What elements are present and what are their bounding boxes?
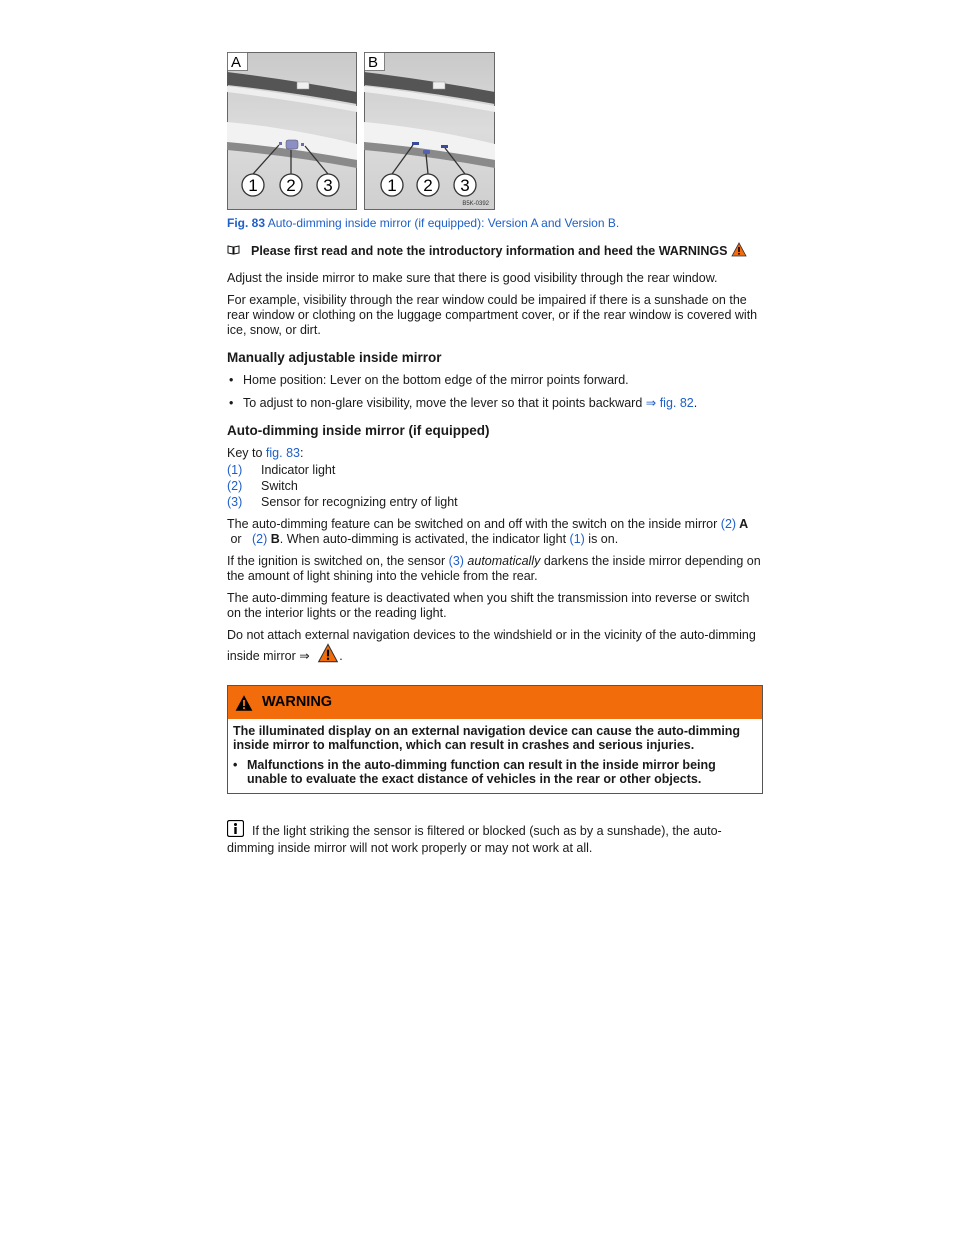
fig-82-link[interactable]: ⇒ fig. 82: [645, 396, 694, 410]
key-label: Indicator light: [261, 463, 336, 477]
warning-box: [227, 685, 763, 794]
info-icon: [227, 820, 244, 841]
version-a: A: [736, 517, 749, 531]
key-label: Switch: [261, 479, 298, 493]
note-text: If the light striking the sensor is filtered or blocked (such as by a sunshade), the auto-dimming inside mirror will not work properly or may not work at all.: [227, 824, 722, 855]
ref-1[interactable]: (1): [569, 532, 585, 546]
notice-text: Please first read and note the introductory information and heed the WARNINGS: [251, 244, 728, 258]
key-suffix: :: [299, 446, 304, 460]
warning-title: WARNING: [262, 694, 333, 710]
key-number: (1): [227, 463, 243, 477]
intro-paragraph-1: Adjust the inside mirror to make sure that there is good visibility through the rear window.: [227, 271, 718, 285]
key-row: [227, 463, 763, 478]
ref-2[interactable]: (2): [720, 517, 737, 531]
manual-page: [227, 52, 763, 863]
panel-a-label: A: [231, 54, 242, 71]
intro-paragraph-2: For example, visibility through the rear window could be impaired if there is a sunshade on the rear window or clothing on the luggage compartment cover, or if the rear window is covered with ice, snow, or dirt.: [227, 293, 758, 337]
book-icon: [227, 244, 241, 259]
warning-triangle-icon[interactable]: [317, 643, 339, 667]
key-line: [227, 446, 763, 461]
text: If the ignition is switched on, the sensor: [227, 554, 449, 568]
callout-a-1: 1: [248, 176, 258, 195]
key-row: [227, 495, 763, 510]
key-number: (2): [227, 479, 243, 493]
ref-2[interactable]: (2): [252, 532, 268, 546]
navigation-paragraph: [227, 628, 763, 667]
callout-b-3: 3: [460, 176, 470, 195]
auto-dimming-heading: Auto-dimming inside mirror (if equipped): [227, 423, 490, 438]
deactivation-paragraph: The auto-dimming feature is deactivated when you shift the transmission into reverse or switch on the interior lights or the reading light.: [227, 591, 750, 620]
fig-83-link[interactable]: fig. 83: [265, 446, 300, 460]
text: . When auto-dimming is activated, the indicator light: [279, 532, 570, 546]
key-row: [227, 479, 763, 494]
emphasis: automatically: [463, 554, 541, 568]
sensor-paragraph: [227, 554, 763, 584]
figure-83: [227, 52, 495, 210]
warning-bullet: • Malfunctions in the auto-dimming function can result in the inside mirror being unable to evaluate the exact distance of vehicles in the rear or other objects.: [233, 758, 757, 786]
text: .: [339, 649, 343, 663]
text: Do not attach external navigation devices to the windshield or in the vicinity of the auto-dimming inside mirror ⇒: [227, 628, 756, 663]
callout-a-2: 2: [286, 176, 296, 195]
key-number: (3): [227, 495, 243, 509]
warning-triangle-icon: [731, 242, 747, 261]
list-item-end: .: [693, 396, 698, 410]
text: darkens the inside mirror depending on the amount of light shining into the vehicle from the rear.: [227, 554, 761, 583]
warning-text: The illuminated display on an external navigation device can cause the auto-dimming inside mirror to malfunction, which can result in crashes and serious injuries.: [233, 724, 741, 752]
list-item: [227, 396, 763, 411]
mirror-illustration: [227, 52, 495, 210]
text: or: [227, 532, 253, 546]
key-label: Sensor for recognizing entry of light: [261, 495, 458, 509]
manual-mirror-heading: Manually adjustable inside mirror: [227, 350, 442, 365]
version-b: B: [267, 532, 280, 546]
note-paragraph: [227, 820, 763, 856]
ref-3[interactable]: (3): [448, 554, 464, 568]
figure-caption: [227, 216, 763, 231]
notice-line: [227, 242, 763, 261]
manual-mirror-list: [227, 373, 763, 411]
callout-a-3: 3: [323, 176, 333, 195]
figure-code: B5K-0392: [462, 201, 489, 207]
text: The auto-dimming feature can be switched on and off with the switch on the inside mirror: [227, 517, 721, 531]
key-list: [227, 463, 763, 510]
key-prefix: Key to: [227, 446, 266, 460]
warning-icon: [234, 694, 254, 712]
text: is on.: [584, 532, 619, 546]
warning-body: [228, 719, 762, 793]
list-item: • Home position: Lever on the bottom edge of the mirror points forward.: [227, 373, 763, 388]
caption-label: Fig. 83: [227, 216, 266, 230]
warning-header: [228, 686, 762, 719]
callout-b-1: 1: [387, 176, 397, 195]
switch-paragraph: [227, 517, 763, 547]
caption-text: Auto-dimming inside mirror (if equipped): Version A and Version B.: [265, 216, 620, 230]
panel-b-label: B: [368, 54, 379, 71]
list-item-text: To adjust to non-glare visibility, move the lever so that it points backward: [243, 396, 646, 410]
callout-b-2: 2: [423, 176, 433, 195]
